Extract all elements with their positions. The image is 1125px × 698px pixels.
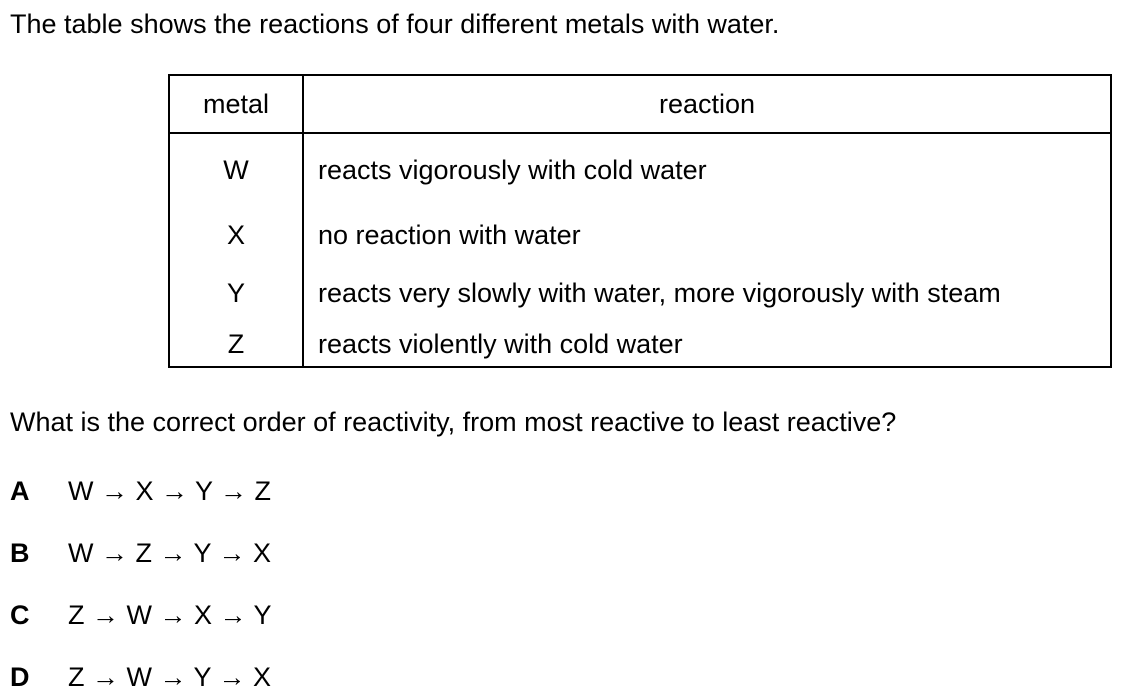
option-c[interactable]: [10, 597, 272, 633]
reaction-cell: no reaction with water: [318, 219, 581, 250]
option-text: W → Z → Y → X: [68, 538, 272, 568]
metal-cell: W: [169, 133, 303, 206]
option-text: W → X → Y → Z: [68, 476, 272, 506]
intro-text: The table shows the reactions of four different metals with water.: [10, 9, 780, 39]
option-letter: C: [10, 600, 30, 630]
metal-cell: Y: [169, 264, 303, 322]
option-letter: A: [10, 476, 30, 506]
metal-cell: Z: [169, 322, 303, 367]
option-letter: B: [10, 538, 30, 568]
option-letter: D: [10, 662, 30, 692]
metal-reactions-table: [168, 74, 1112, 368]
option-b[interactable]: [10, 535, 271, 571]
reaction-cell: reacts vigorously with cold water: [318, 154, 707, 185]
header-metal: metal: [169, 75, 303, 133]
option-text: Z → W → Y → X: [68, 662, 272, 692]
header-reaction: reaction: [303, 75, 1111, 133]
question-text: What is the correct order of reactivity, from most reactive to least reactive?: [10, 407, 897, 437]
reaction-cell: reacts violently with cold water: [318, 328, 683, 359]
table-header-row: [169, 75, 1111, 133]
option-d[interactable]: [10, 659, 271, 695]
option-text: Z → W → X → Y: [68, 600, 272, 630]
table-row: [169, 133, 1111, 206]
reaction-cell: reacts very slowly with water, more vigorously with steam: [318, 277, 1001, 308]
table-row: [169, 264, 1111, 322]
table-row: [169, 322, 1111, 367]
table-row: [169, 206, 1111, 264]
metal-cell: X: [169, 206, 303, 264]
option-a[interactable]: [10, 473, 271, 509]
